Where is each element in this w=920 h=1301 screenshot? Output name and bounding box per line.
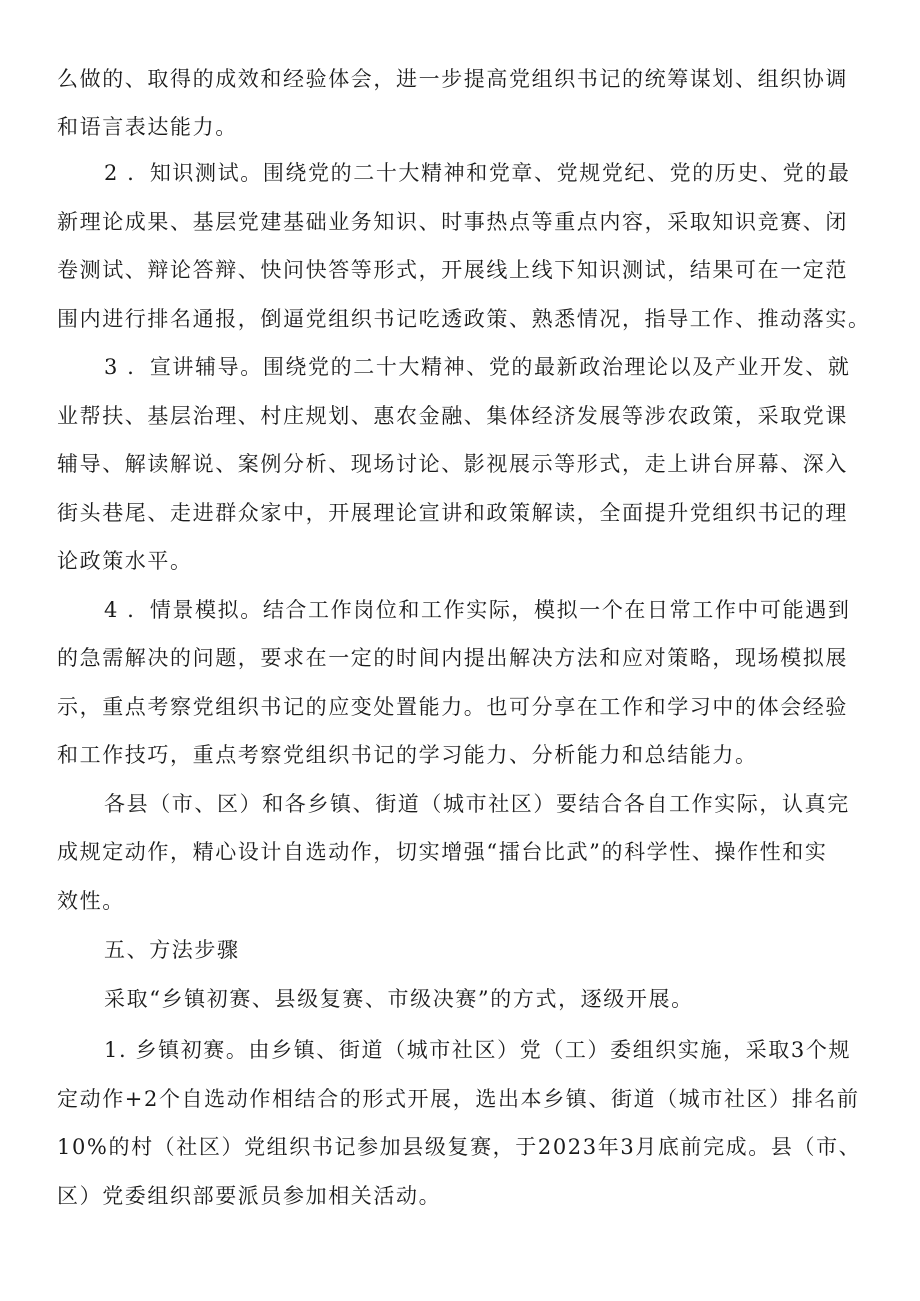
- text-line: 的急需解决的问题，要求在一定的时间内提出解决方法和应对策略，现场模拟展: [57, 646, 848, 670]
- paragraph-first-line: 2 ．知识测试。围绕党的二十大精神和党章、党规党纪、党的历史、党的最: [104, 161, 851, 185]
- text-line: 区）党委组织部要派员参加相关活动。: [57, 1184, 442, 1208]
- text-line: 示，重点考察党组织书记的应变处置能力。也可分享在工作和学习中的体会经验: [57, 695, 848, 719]
- text-line: 新理论成果、基层党建基础业务知识、时事热点等重点内容，采取知识竞赛、闭: [57, 210, 848, 234]
- text-line: 街头巷尾、走进群众家中，开展理论宣讲和政策解读，全面提升党组织书记的理: [57, 501, 848, 525]
- paragraph-first-line: 各县（市、区）和各乡镇、街道（城市社区）要结合各自工作实际，认真完: [104, 792, 850, 816]
- text-line: 和工作技巧，重点考察党组织书记的学习能力、分析能力和总结能力。: [57, 743, 758, 767]
- paragraph-first-line: 3 ．宣讲辅导。围绕党的二十大精神、党的最新政治理论以及产业开发、就: [104, 355, 851, 379]
- text-line: 卷测试、辩论答辩、快问快答等形式，开展线上线下知识测试，结果可在一定范: [57, 258, 848, 282]
- text-line: 论政策水平。: [57, 549, 193, 573]
- text-line: 10%的村（社区）党组织书记参加县级复赛，于2023年3月底前完成。县（市、: [57, 1135, 862, 1159]
- text-line: 定动作+2个自选动作相结合的形式开展，选出本乡镇、街道（城市社区）排名前: [57, 1087, 860, 1111]
- text-line: 业帮扶、基层治理、村庄规划、惠农金融、集体经济发展等涉农政策，采取党课: [57, 404, 848, 428]
- paragraph-first-line: 1. 乡镇初赛。由乡镇、街道（城市社区）党（工）委组织实施，采取3个规: [104, 1038, 852, 1062]
- paragraph-first-line: 采取“乡镇初赛、县级复赛、市级决赛”的方式，逐级开展。: [104, 987, 694, 1011]
- section-heading: 五、方法步骤: [104, 938, 240, 962]
- text-line: 么做的、取得的成效和经验体会，进一步提高党组织书记的统筹谋划、组织协调: [57, 67, 848, 91]
- text-line: 围内进行排名通报，倒逼党组织书记吃透政策、熟悉情况，指导工作、推动落实。: [57, 307, 871, 331]
- text-line: 和语言表达能力。: [57, 115, 238, 139]
- text-line: 辅导、解读解说、案例分析、现场讨论、影视展示等形式，走上讲台屏幕、深入: [57, 452, 848, 476]
- text-line: 效性。: [57, 889, 125, 913]
- text-line: 成规定动作，精心设计自选动作，切实增强“擂台比武”的科学性、操作性和实: [57, 840, 828, 864]
- paragraph-first-line: 4 ．情景模拟。结合工作岗位和工作实际，模拟一个在日常工作中可能遇到: [104, 598, 851, 622]
